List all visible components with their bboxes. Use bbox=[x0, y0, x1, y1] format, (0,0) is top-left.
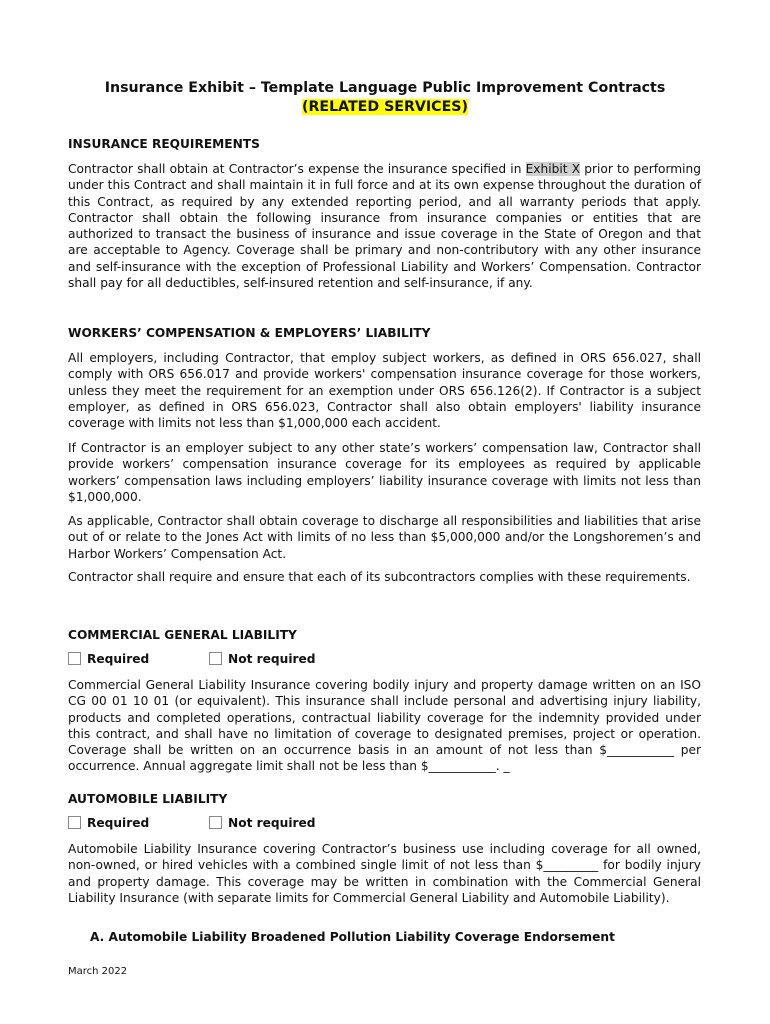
cgl-required-option[interactable] bbox=[68, 652, 149, 666]
cgl-not-required-label: Not required bbox=[228, 652, 316, 666]
subtitle-highlight: (RELATED SERVICES) bbox=[301, 99, 468, 115]
cgl-paragraph: Commercial General Liability Insurance covering bodily injury and property damage written on an ISO CG 00 01 10 01 (or equivalent). This insurance shall include personal and advertising injury liability, products and completed operations, contractual liability coverage for the indemnity provided under this contract, and shall have no limitation of coverage to designated premises, project or operation. Coverage shall be written on an occurrence basis in an amount of not less than $___________ per occurrence. Annual aggregate limit shall not be less than $___________. _ bbox=[68, 678, 701, 774]
auto-not-required-checkbox[interactable] bbox=[209, 816, 222, 829]
auto-not-required-label: Not required bbox=[228, 816, 316, 830]
insurance-text-b: prior to performing under this Contract and shall maintain it in full force and at its own expense throughout the duration of this Contract, as required by any extended reporting period, and all warranty periods that apply. Contractor shall obtain the following insurance from insurance companies or entities that are authorized to transact the business of insurance and issue coverage in the State of Oregon and that are acceptable to Agency. Coverage shall be primary and non-contributory with any other insurance and self-insurance with the exception of Professional Liability and Workers’ Compensation. Contractor shall pay for all deductibles, self-insured retention and self-insurance, if any. bbox=[68, 162, 701, 291]
cgl-not-required-checkbox[interactable] bbox=[209, 652, 222, 665]
cgl-not-required-option[interactable] bbox=[209, 652, 316, 666]
workers-comp-paragraph-2: If Contractor is an employer subject to any other state’s workers’ compensation law, Contractor shall provide workers’ compensation insurance coverage for its employees as required by applicable workers’ compensation laws including employers’ liability insurance coverage with limits not less than $1,000,000. bbox=[68, 441, 701, 504]
auto-required-label: Required bbox=[87, 816, 150, 830]
exhibit-x-field[interactable]: Exhibit X bbox=[525, 162, 581, 176]
insurance-text-a: Contractor shall obtain at Contractor’s expense the insurance specified in bbox=[68, 162, 526, 176]
auto-required-option[interactable] bbox=[68, 816, 149, 830]
document-title: Insurance Exhibit – Template Language Public Improvement Contracts bbox=[104, 80, 666, 96]
workers-comp-paragraph-4: Contractor shall require and ensure that each of its subcontractors complies with these requirements. bbox=[68, 570, 691, 584]
cgl-heading: COMMERCIAL GENERAL LIABILITY bbox=[68, 628, 297, 642]
footer-date: March 2022 bbox=[68, 966, 128, 977]
auto-pollution-subheading: A. Automobile Liability Broadened Pollution Liability Coverage Endorsement bbox=[90, 930, 615, 944]
document-subtitle bbox=[0, 99, 770, 115]
auto-liability-heading: AUTOMOBILE LIABILITY bbox=[68, 792, 228, 806]
auto-required-checkbox[interactable] bbox=[68, 816, 81, 829]
cgl-required-checkbox[interactable] bbox=[68, 652, 81, 665]
auto-liability-paragraph: Automobile Liability Insurance covering Contractor’s business use including coverage for all owned, non-owned, or hired vehicles with a combined single limit of not less than $_________ for bodily injury and property damage. This coverage may be written in combination with the Commercial General Liability Insurance (with separate limits for Commercial General Liability and Automobile Liability). bbox=[68, 842, 701, 905]
insurance-requirements-paragraph bbox=[68, 161, 701, 291]
workers-comp-paragraph-1: All employers, including Contractor, that employ subject workers, as defined in ORS 656.027, shall comply with ORS 656.017 and provide workers' compensation insurance coverage for those workers, unless they meet the requirement for an exemption under ORS 656.126(2). If Contractor is a subject employer, as defined in ORS 656.023, Contractor shall also obtain employers' liability insurance coverage with limits not less than $1,000,000 each accident. bbox=[68, 351, 701, 431]
workers-comp-paragraph-3: As applicable, Contractor shall obtain coverage to discharge all responsibilities and liabilities that arise out of or relate to the Jones Act with limits of no less than $5,000,000 and/or the Longshoremen’s and Harbor Workers’ Compensation Act. bbox=[68, 514, 701, 561]
cgl-required-label: Required bbox=[87, 652, 150, 666]
insurance-requirements-heading: INSURANCE REQUIREMENTS bbox=[68, 137, 260, 151]
workers-comp-heading: WORKERS’ COMPENSATION & EMPLOYERS’ LIABILITY bbox=[68, 326, 431, 340]
auto-not-required-option[interactable] bbox=[209, 816, 316, 830]
